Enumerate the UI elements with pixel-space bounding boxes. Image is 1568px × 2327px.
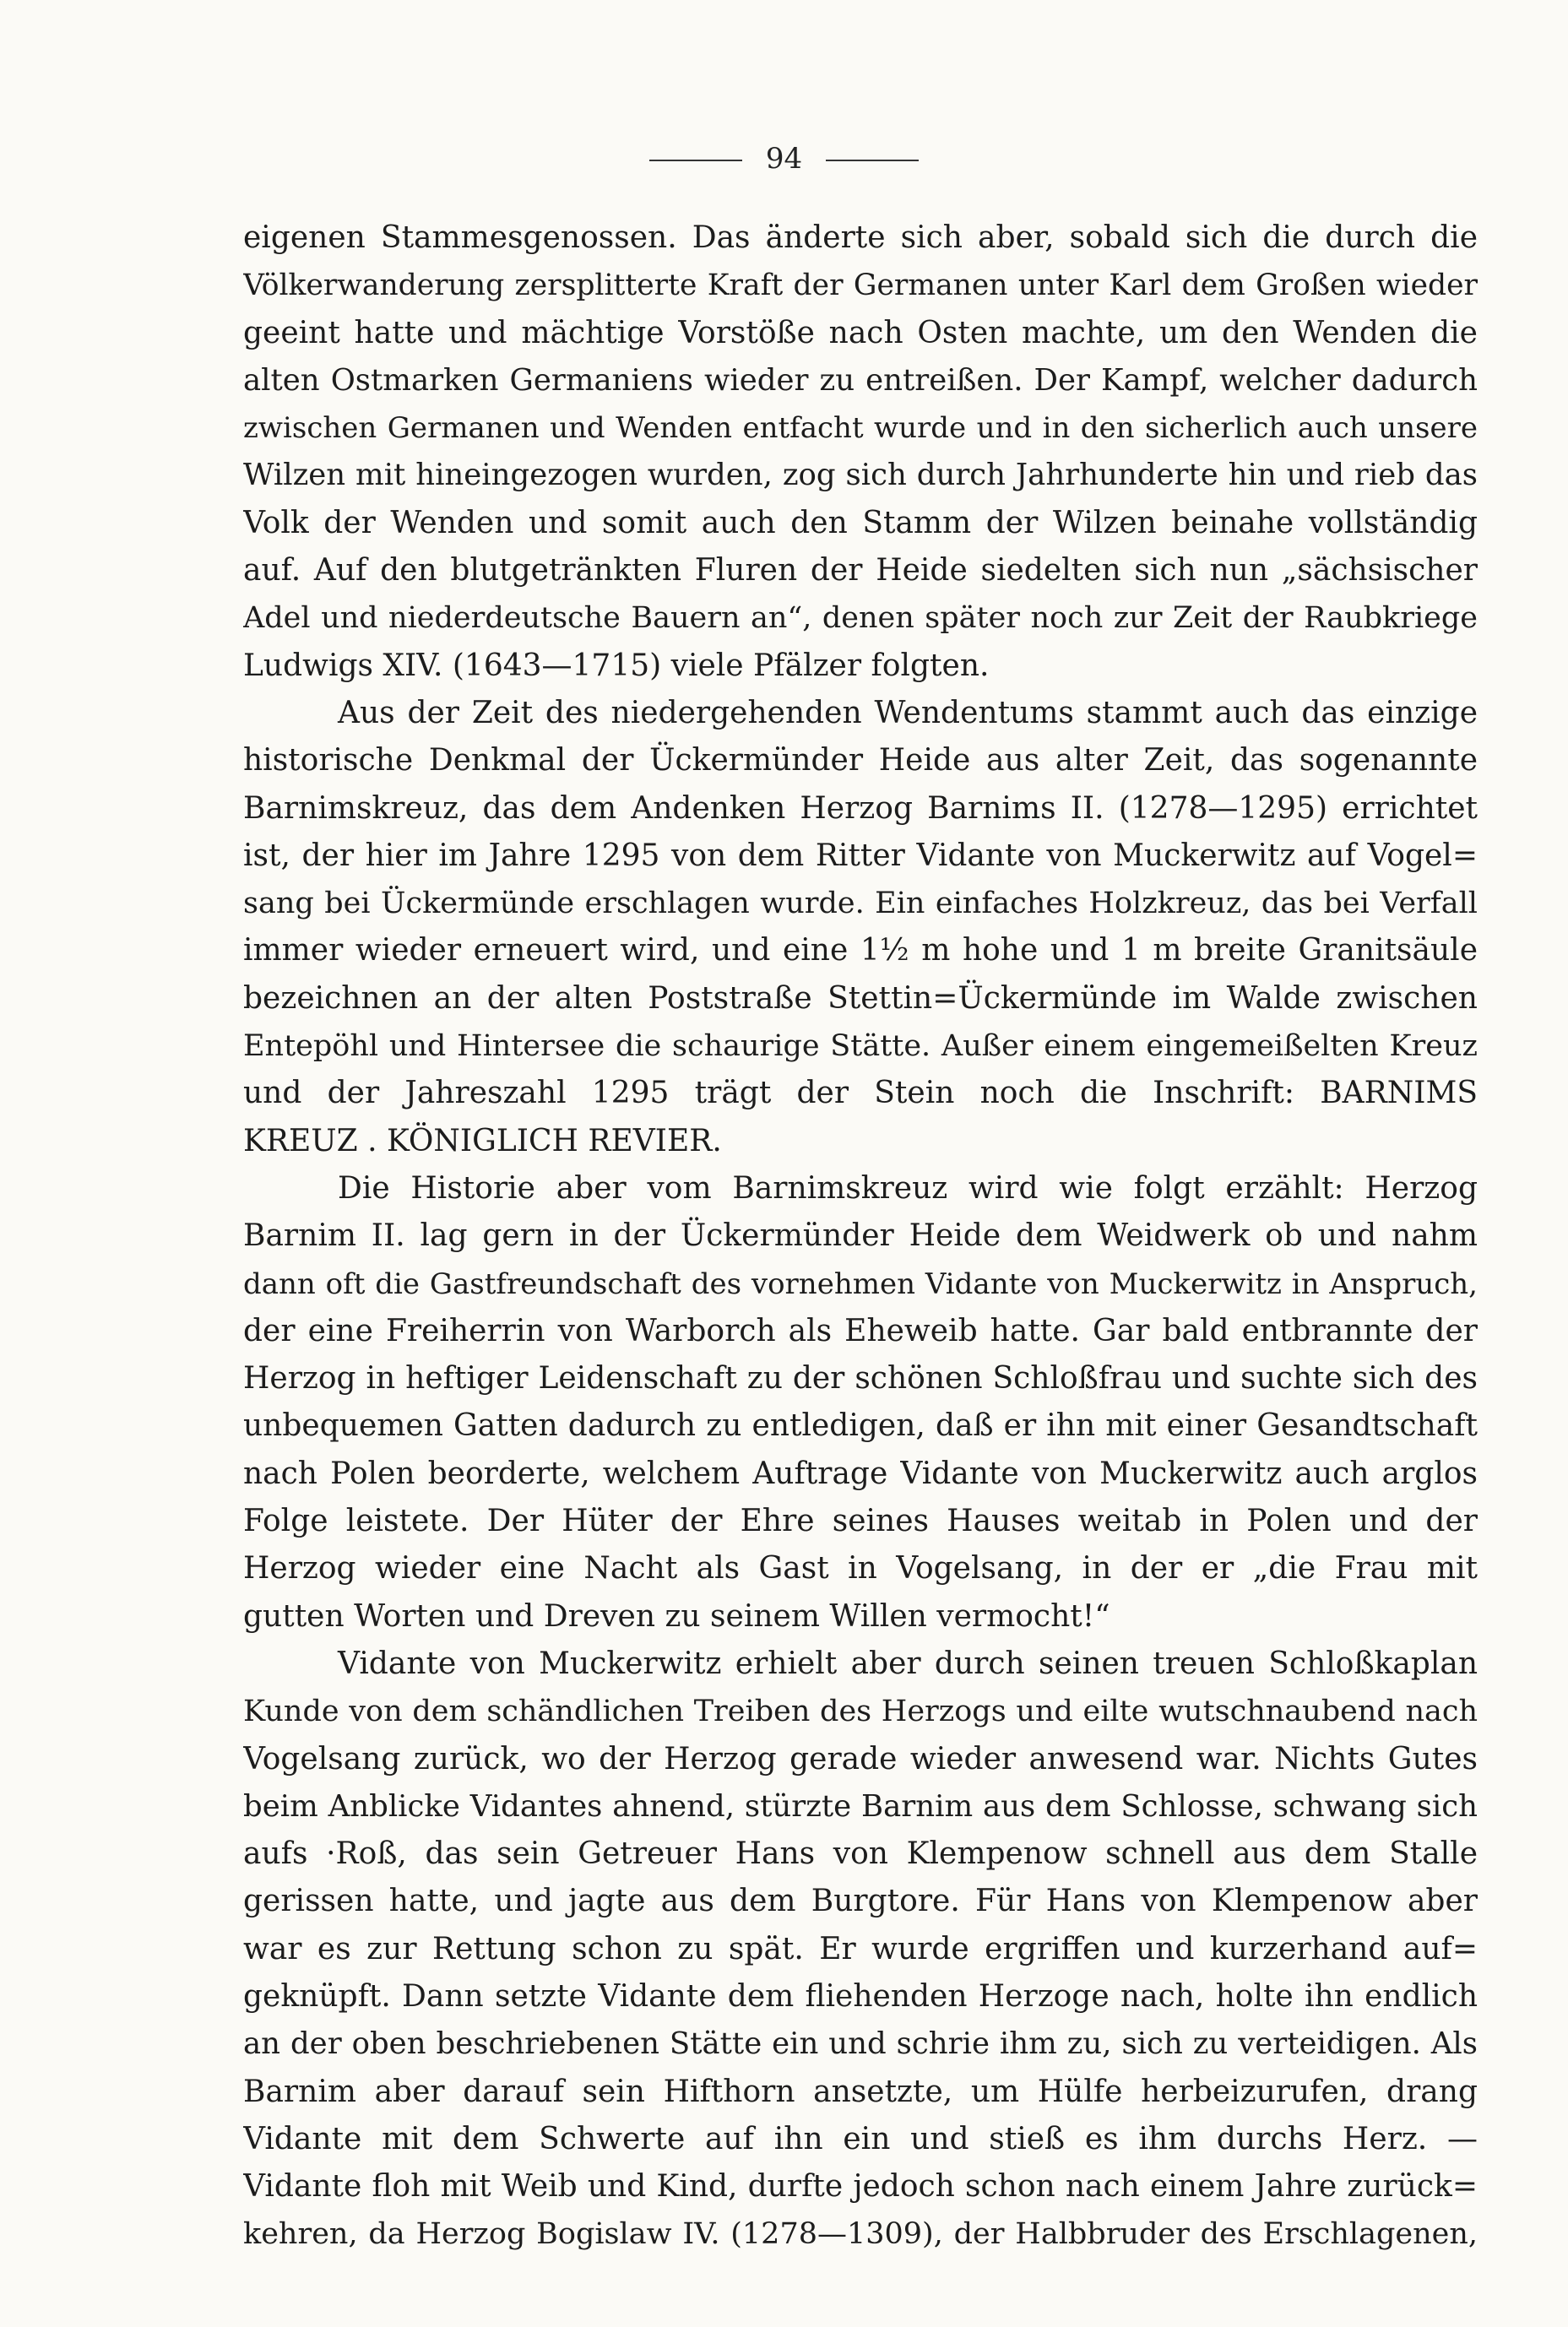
text-line: Herzog wieder eine Nacht als Gast in Vogelsang, in der er „die Frau mit	[243, 1551, 1478, 1587]
text-line: KREUZ . KÖNIGLICH REVIER.	[243, 1123, 722, 1158]
text-line: alten Ostmarken Germaniens wieder zu entreißen. Der Kampf, welcher dadurch	[243, 362, 1478, 398]
text-line: Adel und niederdeutsche Bauern an“, denen später noch zur Zeit der Raubkriege	[243, 601, 1478, 636]
text-line: beim Anblicke Vidantes ahnend, stürzte Barnim aus dem Schlosse, schwang sich	[243, 1788, 1478, 1824]
text-line: Barnim II. lag gern in der Ückermünder Heide dem Weidwerk ob und nahm	[243, 1218, 1478, 1254]
text-line: gutten Worten und Dreven zu seinem Willen vermocht!“	[243, 1598, 1110, 1634]
text-line: Wilzen mit hineingezogen wurden, zog sich durch Jahrhunderte hin und rieb das	[243, 458, 1478, 493]
text-line: Entepöhl und Hintersee die schaurige Stätte. Außer einem eingemeißelten Kreuz	[243, 1029, 1478, 1064]
text-line: war es zur Rettung schon zu spät. Er wurde ergriffen und kurzerhand auf=	[243, 1931, 1478, 1966]
text-line: zwischen Germanen und Wenden entfacht wurde und in den sicherlich auch unsere	[243, 411, 1478, 446]
text-line: Volk der Wenden und somit auch den Stamm der Wilzen beinahe vollständig	[243, 505, 1478, 540]
page-header	[0, 142, 1568, 176]
text-line: Völkerwanderung zersplitterte Kraft der Germanen unter Karl dem Großen wieder	[243, 268, 1478, 303]
page-number: 94	[765, 142, 803, 176]
header-rule-right	[826, 160, 919, 161]
text-line: Barnim aber darauf sein Hifthorn ansetzte, um Hülfe herbeizurufen, drang	[243, 2074, 1478, 2109]
header-rule-left	[649, 160, 742, 161]
text-line: eigenen Stammesgenossen. Das änderte sich aber, sobald sich die durch die	[243, 220, 1478, 255]
text-line: geknüpft. Dann setzte Vidante dem fliehenden Herzoge nach, holte ihn endlich	[243, 1978, 1478, 2014]
text-line: ist, der hier im Jahre 1295 von dem Ritter Vidante von Muckerwitz auf Vogel=	[243, 838, 1478, 873]
text-line: immer wieder erneuert wird, und eine 1½ m hohe und 1 m breite Granitsäule	[243, 933, 1478, 968]
text-line: Vidante floh mit Weib und Kind, durfte jedoch schon nach einem Jahre zurück=	[243, 2169, 1478, 2205]
text-line: unbequemen Gatten dadurch zu entledigen, daß er ihn mit einer Gesandtschaft	[243, 1408, 1478, 1444]
text-line: und der Jahreszahl 1295 trägt der Stein noch die Inschrift: BARNIMS	[243, 1076, 1478, 1111]
text-line: Vidante von Muckerwitz erhielt aber durch seinen treuen Schloßkaplan	[338, 1646, 1478, 1681]
text-line: geeint hatte und mächtige Vorstöße nach Osten machte, um den Wenden die	[243, 315, 1478, 350]
text-line: Herzog in heftiger Leidenschaft zu der schönen Schloßfrau und suchte sich des	[243, 1361, 1478, 1397]
text-line: der eine Freiherrin von Warborch als Eheweib hatte. Gar bald entbrannte der	[243, 1313, 1478, 1348]
text-line: Kunde von dem schändlichen Treiben des Herzogs und eilte wutschnaubend nach	[243, 1695, 1478, 1729]
text-line: Vogelsang zurück, wo der Herzog gerade wieder anwesend war. Nichts Gutes	[243, 1741, 1478, 1776]
text-line: bezeichnen an der alten Poststraße Stettin=Ückermünde im Walde zwischen	[243, 980, 1478, 1016]
text-line: dann oft die Gastfreundschaft des vornehmen Vidante von Muckerwitz in Anspruch,	[243, 1267, 1478, 1301]
text-line: sang bei Ückermünde erschlagen wurde. Ein einfaches Holzkreuz, das bei Verfall	[243, 887, 1478, 921]
text-line: nach Polen beorderte, welchem Auftrage Vidante von Muckerwitz auch arglos	[243, 1456, 1478, 1491]
text-line: Ludwigs XIV. (1643—1715) viele Pfälzer folgten.	[243, 648, 990, 683]
text-line: Folge leistete. Der Hüter der Ehre seines Hauses weitab in Polen und der	[243, 1504, 1478, 1539]
text-line: Barnimskreuz, das dem Andenken Herzog Barnims II. (1278—1295) errichtet	[243, 790, 1478, 826]
text-line: aufs ·Roß, das sein Getreuer Hans von Klempenow schnell aus dem Stalle	[243, 1836, 1478, 1872]
text-line: historische Denkmal der Ückermünder Heide aus alter Zeit, das sogenannte	[243, 743, 1478, 778]
body-text	[243, 214, 1478, 2259]
text-line: Aus der Zeit des niedergehenden Wendentums stammt auch das einzige	[338, 695, 1478, 730]
text-line: Vidante mit dem Schwerte auf ihn ein und stieß es ihm durchs Herz. —	[243, 2121, 1478, 2156]
text-line: auf. Auf den blutgetränkten Fluren der Heide siedelten sich nun „sächsischer	[243, 553, 1478, 589]
text-line: gerissen hatte, und jagte aus dem Burgtore. Für Hans von Klempenow aber	[243, 1884, 1478, 1919]
text-line: an der oben beschriebenen Stätte ein und schrie ihm zu, sich zu verteidigen. Als	[243, 2026, 1478, 2062]
text-line: kehren, da Herzog Bogislaw IV. (1278—1309), der Halbbruder des Erschlagenen,	[243, 2217, 1478, 2252]
text-line: Die Historie aber vom Barnimskreuz wird wie folgt erzählt: Herzog	[338, 1170, 1478, 1206]
